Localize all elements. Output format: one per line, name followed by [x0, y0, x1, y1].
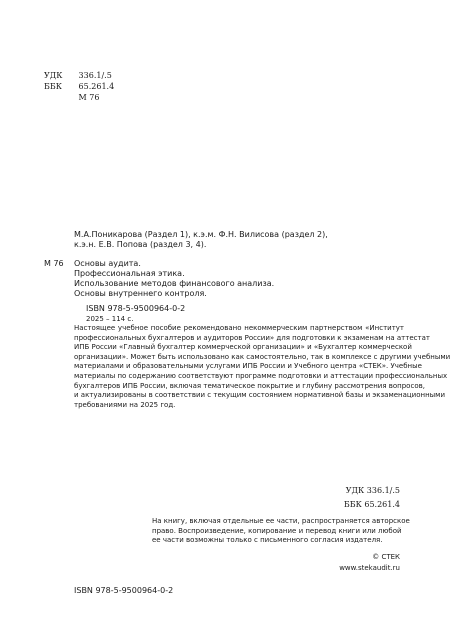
annotation-line: организации». Может быть использовано как самостоятельно, так в комплексе с другими учебными [74, 352, 450, 361]
title-line: Основы аудита. [74, 259, 141, 268]
udk-label: УДК [44, 71, 63, 80]
annotation-line: ИПБ России «Главный бухгалтер коммерческой организации» и «Бухгалтер коммерческой [74, 343, 412, 352]
authors-line: к.э.н. Е.В. Попова (раздел 3, 4). [74, 240, 207, 249]
page-count: 2025 – 114 с. [86, 315, 134, 323]
title-line: Профессиональная этика. [74, 269, 185, 278]
isbn: ISBN 978-5-9500964-0-2 [86, 304, 186, 313]
annotation-line: материалами и образовательными услугами ИПБ России и Учебного центра «СТЕК». Учебные [74, 362, 422, 371]
author-code: М 76 [78, 93, 100, 102]
authors-block [74, 230, 404, 250]
bbk-value: 65.261.4 [78, 82, 115, 91]
udk-code: УДК 336.1/.5 [345, 486, 400, 495]
right-codes [344, 484, 400, 512]
publisher-website: www.stekaudit.ru [339, 564, 400, 572]
udk-value: 336.1/.5 [78, 71, 112, 80]
bbk-row [44, 82, 114, 92]
title-line: Основы внутреннего контроля. [74, 289, 207, 298]
publisher-block [339, 552, 400, 574]
annotation-line: профессиональных бухгалтеров и аудиторов России» для подготовки к экзаменам на аттестат [74, 333, 430, 342]
author-code-row [44, 93, 99, 103]
book-code: М 76 [44, 259, 64, 268]
copyright-notice [152, 517, 410, 546]
annotation-line: требованиями на 2025 год. [74, 400, 176, 409]
copyright-line: На книгу, включая отдельные ее части, распространяется авторское [152, 517, 410, 525]
copyright-line: право. Воспроизведение, копирование и перевод книги или любой [152, 526, 402, 535]
annotation-line: Настоящее учебное пособие рекомендовано некоммерческим партнерством «Институт [74, 324, 404, 332]
bbk-code: ББК 65.261.4 [343, 500, 400, 509]
bottom-isbn: ISBN 978-5-9500964-0-2 [74, 586, 174, 595]
annotation-line: и актуализированы в соответствии с текущим состоянием нормативной базы и экзаменационными [74, 391, 446, 400]
title-line: Использование методов финансового анализа. [74, 279, 275, 288]
annotation-line: бухгалтеров ИПБ России, включая тематическое покрытие и глубину рассмотрения вопросов, [74, 381, 425, 390]
title-block [74, 259, 404, 299]
copyright-line: ее части возможны только с письменного согласия издателя. [152, 536, 383, 545]
udk-row [44, 71, 112, 81]
publisher-copyright: © СТЕК [372, 553, 400, 561]
annotation-line: материалы по содержанию соответствуют программе подготовки и аттестации профессиональных [74, 371, 448, 380]
annotation-paragraph [74, 324, 450, 410]
bbk-label: ББК [44, 82, 62, 91]
authors-line: М.А.Поникарова (Раздел 1), к.э.м. Ф.Н. Вилисова (раздел 2), [74, 230, 328, 239]
